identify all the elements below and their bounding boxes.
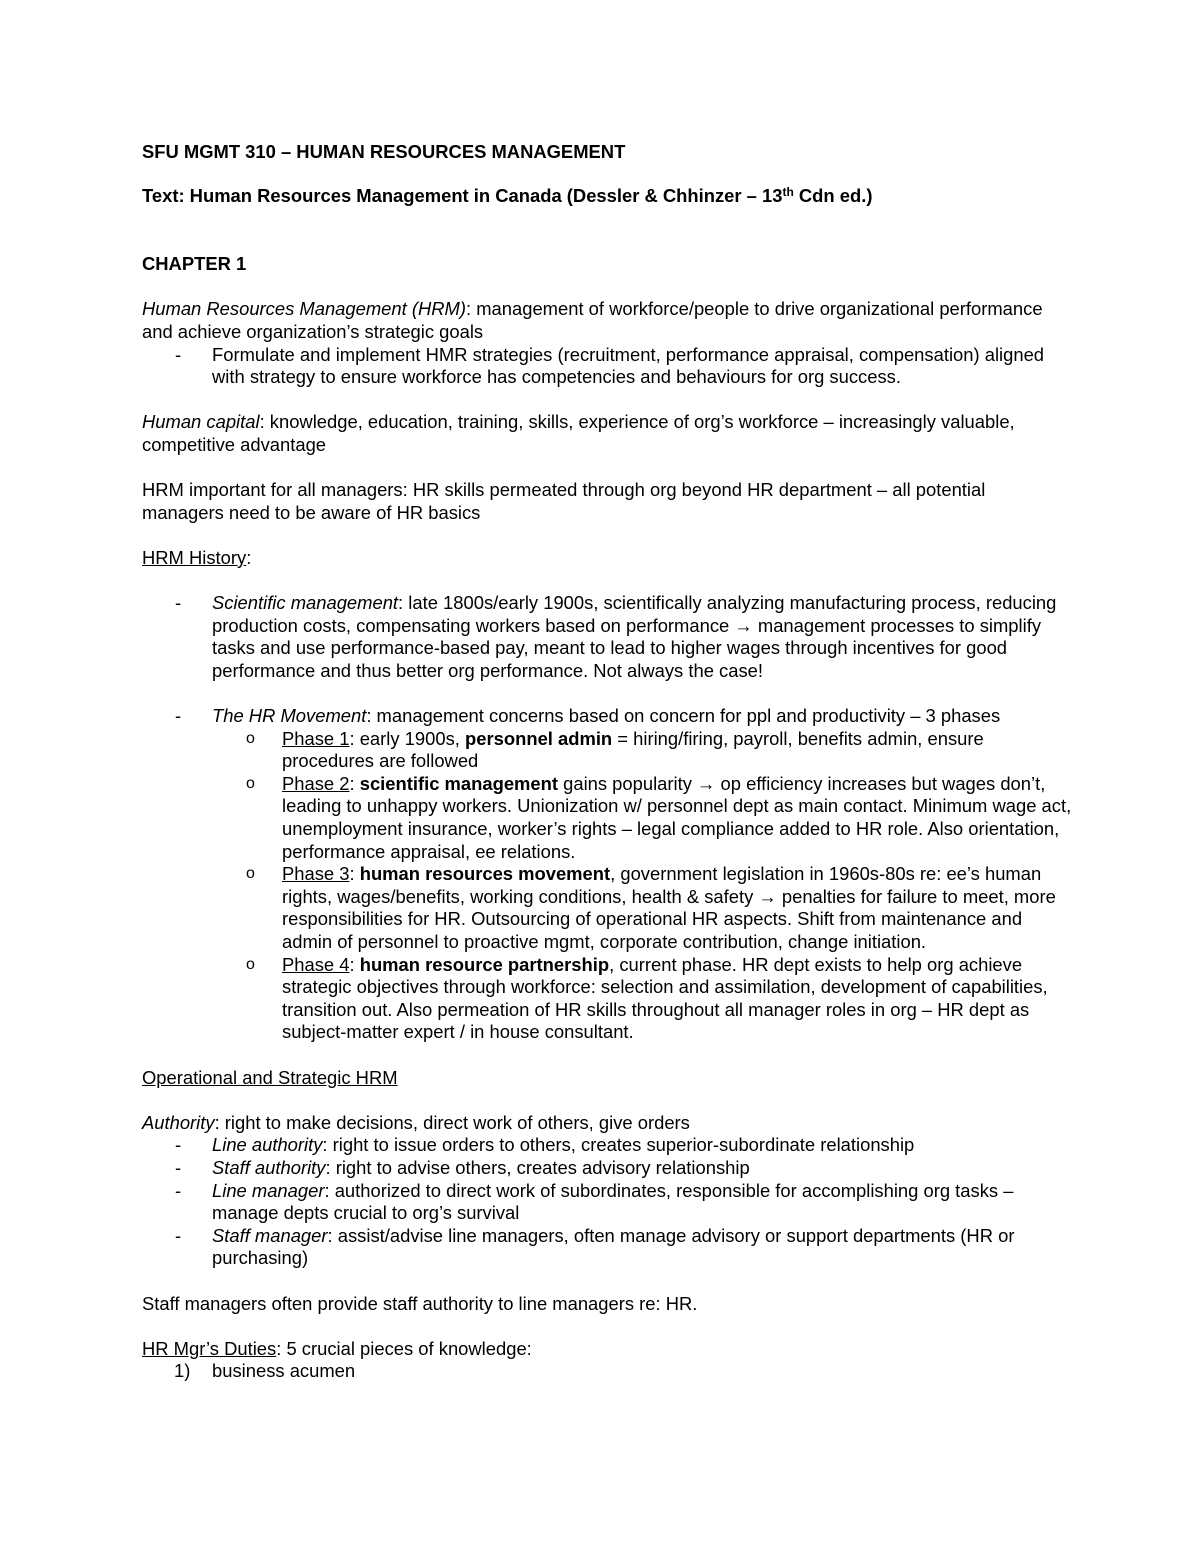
- arrow-icon: →: [734, 614, 753, 636]
- phase-bold-term: scientific management: [359, 772, 558, 794]
- list-item: [142, 1157, 1072, 1180]
- phase-colon: :: [349, 772, 360, 794]
- list-text: business acumen: [212, 1360, 356, 1382]
- phase-text: , government legislation in 1960s-80s re: ee’s human rights, wages/benefits, working conditions, health & safety: [282, 863, 1042, 907]
- phase-item-3: [212, 863, 1072, 953]
- textbook-line: [142, 185, 1072, 208]
- phase-text: , current phase. HR dept exists to help org achieve strategic objectives through workforce: selection and assimilation, development of capabilities, transition out. Also permeation of HR skills throughout all manager roles in org – HR dept as subject-matter expert / in house consultant.: [282, 953, 1048, 1043]
- list-item-scientific-management: [142, 592, 1072, 682]
- hrm-history-heading: [142, 547, 1072, 570]
- list-item: [142, 1360, 1072, 1383]
- phase-text: gains popularity: [558, 772, 698, 794]
- operational-heading: Operational and Strategic HRM: [142, 1066, 398, 1088]
- chapter-heading: CHAPTER 1: [142, 253, 247, 275]
- movement-term: The HR Movement: [212, 705, 367, 727]
- phase-colon: : early 1900s,: [349, 727, 466, 749]
- phase-text-after: penalties for failure to meet, more responsibilities for HR. Outsourcing of operational HR aspects. Shift from maintenance and admin of personnel to proactive mgmt, corporate contribution, change initiation.: [282, 885, 1056, 952]
- phase-label: Phase 4: [282, 953, 350, 975]
- staff-note: Staff managers often provide staff authority to line managers re: HR.: [142, 1292, 698, 1314]
- human-capital-term: Human capital: [142, 411, 260, 433]
- phase-text: = hiring/firing, payroll, benefits admin, ensure procedures are followed: [282, 727, 984, 772]
- authority-definition: [142, 1112, 1072, 1135]
- item-term: Line manager: [212, 1179, 325, 1201]
- item-text: : right to issue orders to others, creates superior-subordinate relationship: [322, 1134, 915, 1156]
- item-term: Staff authority: [212, 1156, 326, 1178]
- item-text: : authorized to direct work of subordinates, responsible for accomplishing org tasks – manage depts crucial to org’s survival: [212, 1179, 1014, 1224]
- duties-list: [142, 1360, 1072, 1383]
- phase-item-4: [212, 954, 1072, 1044]
- list-item: [142, 1225, 1072, 1270]
- list-item: [142, 1134, 1072, 1157]
- history-list: [142, 592, 1072, 682]
- duties-heading: [142, 1338, 1072, 1361]
- phase-bold-term: personnel admin: [465, 727, 613, 749]
- phase-list: [142, 728, 1072, 1044]
- human-capital-text: : knowledge, education, training, skills, experience of org’s workforce – increasingly valuable, competitive advantage: [142, 411, 1015, 455]
- item-text: : right to advise others, creates advisory relationship: [325, 1156, 750, 1178]
- phase-label: Phase 1: [282, 727, 350, 749]
- item-text: : assist/advise line managers, often manage advisory or support departments (HR or purchasing): [212, 1224, 1015, 1269]
- phase-bold-term: human resources movement: [359, 863, 611, 885]
- authority-term: Authority: [142, 1111, 215, 1133]
- phase-item-1: [212, 728, 1072, 773]
- course-title: SFU MGMT 310 – HUMAN RESOURCES MANAGEMENT: [142, 141, 626, 162]
- hrm-history-colon: :: [246, 546, 252, 568]
- textbook-edition: Cdn ed.): [793, 184, 873, 206]
- phase-text-after: op efficiency increases but wages don’t, leading to unhappy workers. Unionization w/ personnel dept as main contact. Minimum wage act, unemployment insurance, worker’s rights – legal compliance added to HR role. Also orientation, performance appraisal, ee relations.: [282, 772, 1072, 862]
- arrow-icon: →: [758, 885, 777, 907]
- movement-list: [142, 705, 1072, 1044]
- scientific-term: Scientific management: [212, 592, 399, 614]
- phase-colon: :: [349, 953, 360, 975]
- item-term: Line authority: [212, 1134, 323, 1156]
- duties-label: HR Mgr’s Duties: [142, 1337, 277, 1359]
- list-item: [142, 1180, 1072, 1225]
- hrm-term: Human Resources Management (HRM): [142, 298, 466, 320]
- textbook-superscript: th: [782, 184, 794, 199]
- hrm-definition: [142, 298, 1072, 343]
- document-page: [142, 141, 1072, 1383]
- list-item-hr-movement: [142, 705, 1072, 1044]
- textbook-text: Text: Human Resources Management in Canada (Dessler & Chhinzer – 13: [142, 184, 783, 206]
- phase-colon: :: [349, 863, 360, 885]
- list-number: 1): [174, 1360, 191, 1382]
- phase-label: Phase 3: [282, 863, 350, 885]
- hrm-bullets: [142, 344, 1072, 389]
- list-item: - Formulate and implement HMR strategies (recruitment, performance appraisal, compensation) aligned with strategy to ensure workforce has competencies and behaviours for org success.: [142, 344, 1072, 389]
- duties-text: : 5 crucial pieces of knowledge:: [276, 1337, 532, 1359]
- scientific-text: : late 1800s/early 1900s, scientifically analyzing manufacturing process, reducing production costs, compensating workers based on performance: [212, 592, 1057, 636]
- hrm-history-label: HRM History: [142, 546, 247, 568]
- authority-text: : right to make decisions, direct work of others, give orders: [214, 1111, 690, 1133]
- hrm-important-paragraph: HRM important for all managers: HR skills permeated through org beyond HR department – all potential managers need to be aware of HR basics: [142, 479, 986, 523]
- scientific-text-after: management processes to simplify tasks and use performance-based pay, meant to lead to higher wages through incentives for good performance and thus better org performance. Not always the case!: [212, 614, 1042, 681]
- item-term: Staff manager: [212, 1224, 328, 1246]
- phase-label: Phase 2: [282, 772, 350, 794]
- arrow-icon: →: [697, 772, 716, 794]
- authority-list: [142, 1134, 1072, 1270]
- phase-item-2: [212, 773, 1072, 863]
- hrm-text: : management of workforce/people to drive organizational performance and achieve organization’s strategic goals: [142, 298, 1043, 342]
- phase-bold-term: human resource partnership: [359, 953, 610, 975]
- human-capital-definition: [142, 411, 1072, 456]
- movement-text: : management concerns based on concern for ppl and productivity – 3 phases: [366, 705, 1001, 727]
